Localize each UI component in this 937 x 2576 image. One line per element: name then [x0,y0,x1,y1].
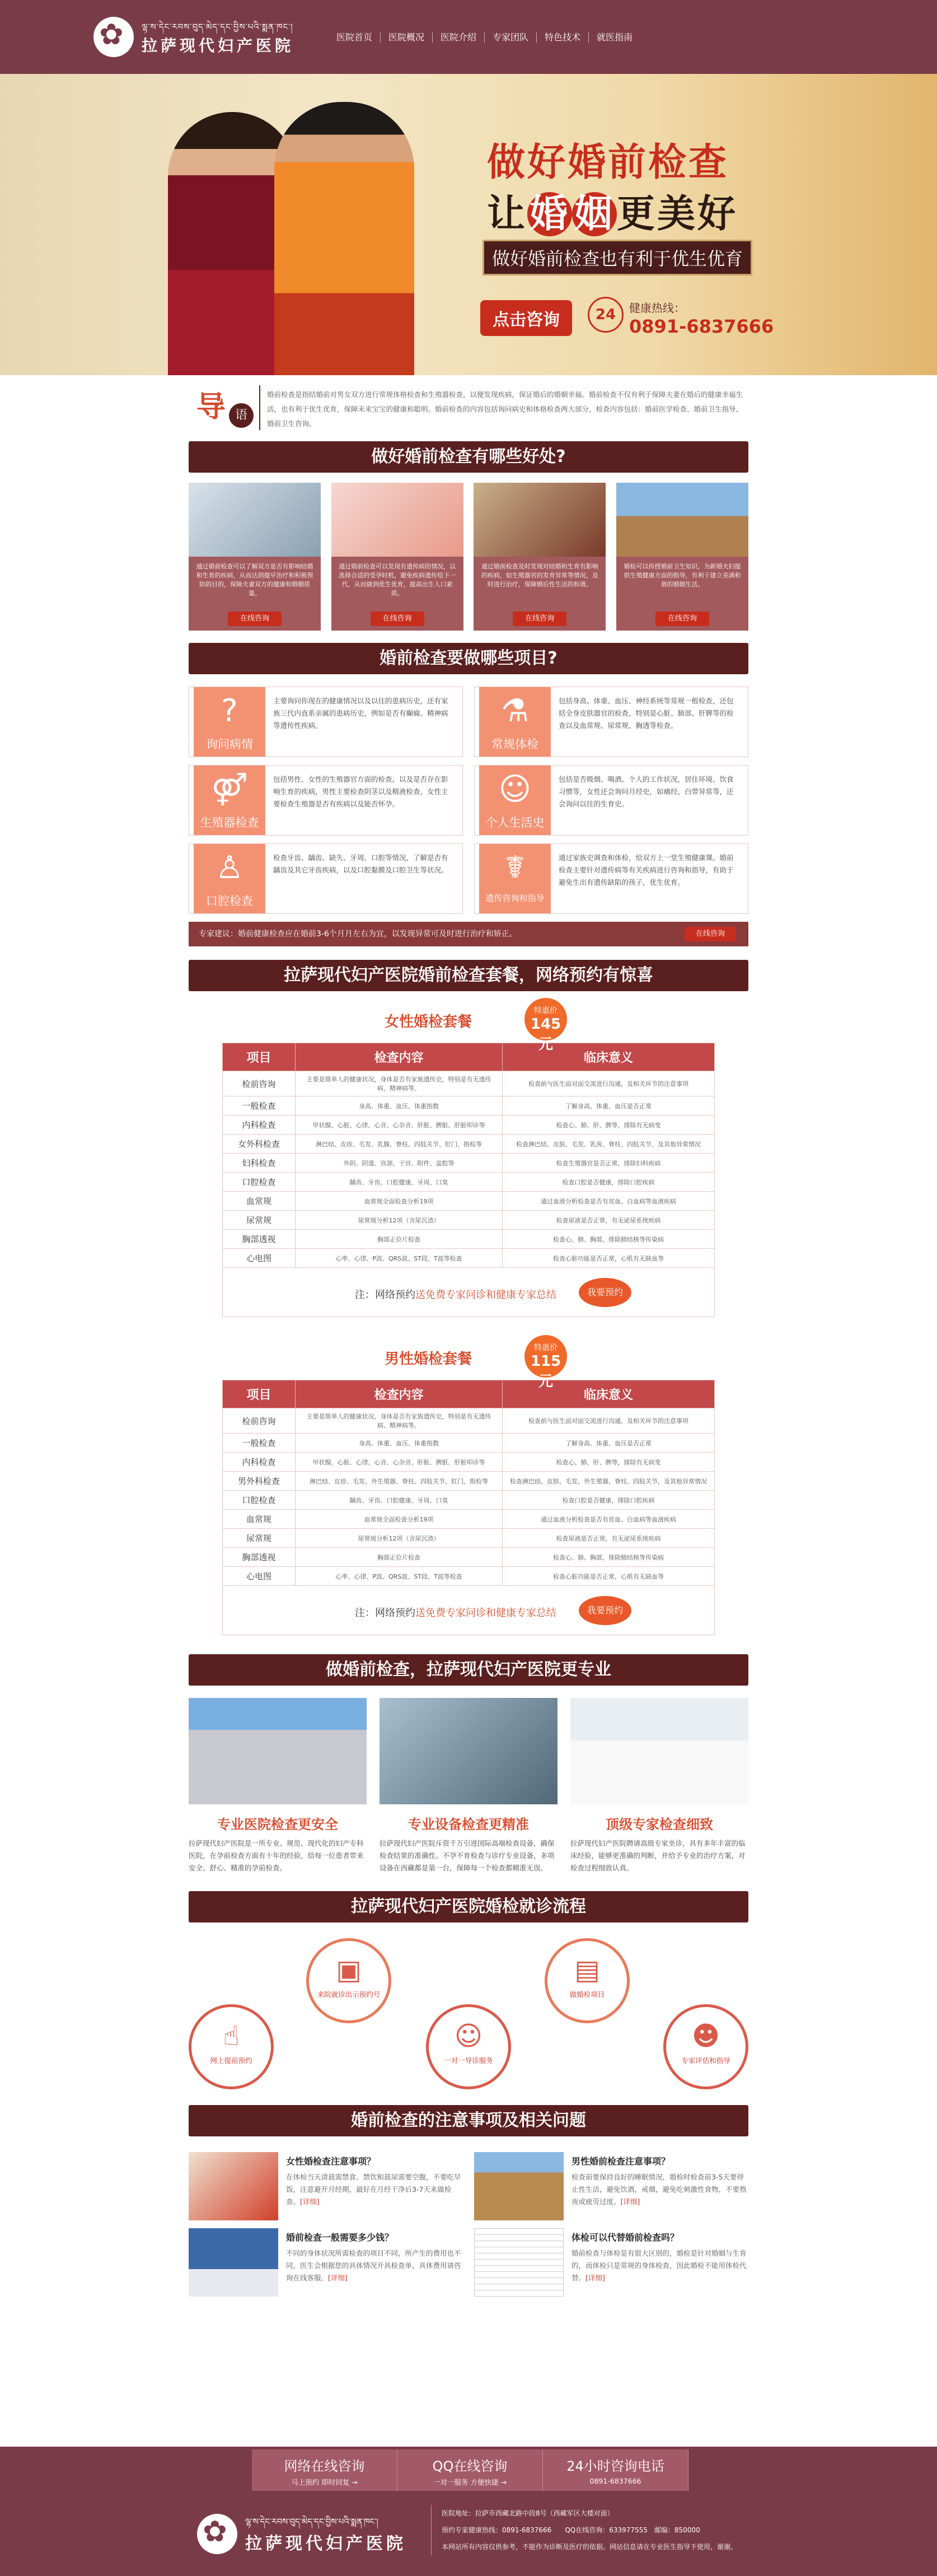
package-row [223,1116,715,1135]
package-item-meaning: 检查心、肺、肝、脾等，排除有无病变 [503,1453,715,1472]
package-item-name: 检前咨询 [223,1408,296,1434]
price-value: 145元 [530,1016,561,1053]
item-label: 生殖器检查 [200,816,259,829]
intro-divider [259,385,260,430]
item-symbol: ⚗ [500,693,530,729]
item-symbol: ♙ [215,850,244,886]
footer-contact: 预约专家健康热线：0891-6837666 QQ在线咨询：633977555 邮编：850000 [442,2526,700,2534]
package-row [223,1211,715,1230]
faq-answer-text: 不同的身体状况所需检查的项目不同，所产生的费用也不同，医生会根据您的具体情况开具检查单，具体费用请咨询在线客服。 [286,2249,461,2282]
flow-title: 拉萨现代妇产医院婚检就诊流程 [189,1891,748,1922]
exam-item [474,843,748,914]
flow-step [189,2004,274,2089]
tooth-icon [194,844,265,913]
benefit-card [474,483,606,631]
nav-item-intro[interactable]: 医院介绍 [433,32,485,43]
package-item-name: 一般检查 [223,1434,296,1453]
benefits-title: 做好婚前检查有哪些好处? [189,441,748,473]
pro-column-text: 拉萨现代妇产医院聘请高级专家坐诊，具有多年丰富的临床经验，能够更准确的判断，并给予专业的治疗方案，对检查过程细致认真。 [570,1839,746,1872]
package-item-name: 男外科检查 [223,1472,296,1491]
faq-item[interactable] [189,2152,463,2220]
package-row [223,1453,715,1472]
package-item-name: 口腔检查 [223,1491,296,1510]
logo-tibetan-text: ལྷ་ས་དེང་རབས་བུད་མེད་དང་བྱིས་པའི་སྨན་ཁང་། [142,22,293,32]
package-item-content: 心率、心律、P波、QRS波、ST段、T波等检查 [296,1567,503,1586]
banner-highlight-2: 姻 [572,192,617,236]
baby-photo [331,483,463,557]
male-price-badge [524,1335,567,1390]
package-item-name: 血常规 [223,1192,296,1211]
package-item-name: 检前咨询 [223,1071,296,1096]
pro-column [380,1698,557,1874]
male-package-table [222,1380,715,1586]
footer-contact-bar [252,2449,688,2491]
female-price-badge [524,998,567,1053]
package-item-content: 淋巴结、皮疹、毛发、乳腺、脊柱、四肢关节、肛门、指检等 [296,1135,503,1154]
package-row [223,1529,715,1548]
item-text: 通过家族史调查和体检，给双方上一堂生殖健康课。婚前检查主要针对遗传病等有关疾病进行咨询和指导，有助于避免生出有遗传缺陷的孩子，优生优育。 [559,853,734,886]
item-label: 询问病情 [206,738,253,751]
package-row [223,1510,715,1529]
flow-step-label: 来院就诊出示预约号 [317,1990,381,1999]
package-item-content: 身高、体重、血压、体重指数 [296,1434,503,1453]
question-icon [194,687,265,757]
col-header-meaning: 临床意义 [503,1380,715,1408]
package-item-meaning: 了解身高、体重、血压是否正常 [503,1096,715,1116]
faq-question[interactable]: 男性婚前检查注意事项？ [571,2156,671,2167]
hospital-building-photo [189,1698,367,1804]
faq-item[interactable] [474,2228,748,2297]
flow-step-label: 一对一导诊服务 [444,2056,493,2065]
male-package-header [222,1328,715,1390]
package-item-meaning: 检查心、肺、肝、脾等，排除有无病变 [503,1116,715,1135]
faq-more-link[interactable]: [详细] [620,2197,640,2206]
faq-more-link[interactable]: [详细] [585,2274,605,2282]
logo-name: 拉萨现代妇产医院 [142,36,294,55]
banner-title-2 [487,184,738,238]
package-item-name: 尿常规 [223,1529,296,1548]
doctor-icon [479,844,551,913]
benefit-text: 通过婚前检查可以了解双方是否有影响结婚和生育的疾病，从而达到提早治疗和积极预防的目的，保障夫妻双方的健康和婚姻质量。 [196,563,313,597]
package-row [223,1154,715,1173]
banner-consult-button[interactable]: 点击咨询 [480,300,572,336]
visit-flow [189,1922,748,2102]
exam-items-grid [189,687,748,914]
reproductive-icon [194,766,265,835]
footer-bar-title: 网络在线咨询 [284,2458,365,2474]
faq-image [189,2228,278,2297]
benefit-card [331,483,463,631]
main-nav [329,32,640,43]
banner-subtitle: 做好婚前检查也有利于优生优育 [482,240,752,276]
footer-bar-sub: 马上预约 即时回复 → [291,2478,358,2486]
note-highlight: 送免费专家问诊和健康专家总结 [415,1607,556,1619]
benefit-consult-button[interactable]: 在线咨询 [371,612,424,626]
clipboard-icon: ▤ [574,1954,600,1986]
package-item-content: 主要是简单人的健康状况，身体是否有家族遗传史，特别是有无遗传病、精神病等。 [296,1071,503,1096]
faq-answer-text: 婚前检查与体检是有很大区别的，婚检是针对婚姻与生育的，而体检只是常规的身体检查，因此婚检不能用体检代替。 [571,2249,747,2282]
package-item-content: 尿常规分析12项（含尿沉渣） [296,1211,503,1230]
nurse-icon: ☺ [454,2020,483,2052]
footer-bar-sub: 0891-6837666 [589,2477,641,2485]
price-label: 特惠价 [534,1343,557,1352]
pro-column-text: 拉萨现代妇产医院是一所专业、规范、现代化的妇产专科医院，在孕前检查方面有十年的经验，给每一位患者带来安全、舒心、精准的孕前检查。 [189,1839,364,1872]
package-row [223,1548,715,1567]
col-header-content: 检查内容 [296,1043,503,1071]
package-item-meaning: 通过血液分析检查是否有贫血、白血病等血液疾病 [503,1192,715,1211]
site-footer [0,2447,937,2576]
package-item-meaning: 检查心脏功能是否正常，心肌有无缺血等 [503,1567,715,1586]
package-item-meaning: 检查心、肺、胸部，排除肺结核等传染病 [503,1230,715,1249]
package-item-name: 心电图 [223,1249,296,1268]
package-item-content: 心率、心律、P波、QRS波、ST段、T波等检查 [296,1249,503,1268]
exam-item [474,687,748,757]
item-label: 个人生活史 [485,816,545,829]
banner-title: 做好婚前检查 [487,141,729,185]
package-row [223,1071,715,1096]
faq-item[interactable] [474,2152,748,2220]
faq-answer [286,2171,463,2208]
nav-item-experts[interactable]: 专家团队 [485,32,537,43]
female-package-note [222,1268,715,1317]
package-item-meaning: 检查口腔是否健康，排除口腔疾病 [503,1491,715,1510]
package-item-content: 身高、体重、血压、体重指数 [296,1096,503,1116]
male-book-button[interactable]: 我要预约 [579,1596,631,1625]
package-row [223,1434,715,1453]
item-text: 包括身高、体重、血压、神经系统等常规一般检查，还包括全身皮肤器官的检查，特别是心脏、肺部、肝脾等的检查以及血常规、尿常规、胸透等检查。 [559,697,734,730]
hero-banner [0,74,937,375]
microscope-icon [479,687,551,757]
price-value: 115元 [530,1353,561,1390]
flow-step [663,2004,748,2089]
benefit-text: 婚检可以传授婚前卫生知识，为新婚夫妇提供生殖健康方面的指导，有利于建立美满和谐的婚姻生活。 [624,563,741,588]
hospital-logo[interactable] [93,15,295,59]
pro-title: 做婚前检查，拉萨现代妇产医院更专业 [189,1654,748,1686]
footer-logo-name: 拉萨现代妇产医院 [245,2534,406,2554]
package-item-content: 主要是简单人的健康状况，身体是否有家族遗传史，特别是有无遗传病、精神病等。 [296,1408,503,1434]
male-package-title: 男性婚检套餐 [385,1351,472,1368]
qq-consult-button[interactable] [397,2449,543,2491]
note-prefix: 注：网络预约 [355,1607,415,1619]
col-header-content: 检查内容 [296,1380,503,1408]
item-text: 包括是否吸烟、喝酒、个人的工作状况，居住环境、饮食习惯等，女性还会询问月经史，如痛经、白带异常等，还会询问以往的生育史。 [559,775,734,808]
package-row [223,1472,715,1491]
package-item-meaning: 检查前与医生面对面交流进行沟通，及相关环节的注意事项 [503,1071,715,1096]
tibetan-couple-image [168,102,414,375]
faq-answer [286,2247,463,2284]
flow-step-label: 网上提前预约 [210,2056,252,2065]
female-package [222,991,715,1317]
footer-bar-title: QQ在线咨询 [432,2458,508,2474]
package-item-content: 龋齿、牙齿、口腔健康、牙周、口臭 [296,1173,503,1192]
item-symbol: ☤ [504,850,526,886]
package-item-name: 心电图 [223,1567,296,1586]
computer-icon: ▣ [336,1954,362,1986]
footer-disclaimer: 本网站所有内容仅供参考，不能作为诊断及医疗的依据。网站信息请在专业医生指导下使用，谢谢。 [442,2543,738,2551]
package-item-meaning: 检查尿液是否正常，有无泌尿系统疾病 [503,1529,715,1548]
exam-item [474,765,748,836]
female-package-table [222,1043,715,1268]
footer-info [431,2505,744,2555]
footer-bar-sub: 一对一服务 方便快捷 → [433,2478,507,2486]
faq-question[interactable]: 体检可以代替婚前检查吗？ [571,2232,680,2243]
intro-heading: 导 [196,390,226,424]
male-package [222,1328,715,1635]
pro-column-title: 专业设备检查更精准 [408,1817,529,1832]
advice-consult-button[interactable]: 在线咨询 [685,927,736,941]
hand-icon: ☝ [223,2020,240,2052]
note-text [355,1605,556,1620]
nav-item-tech[interactable]: 特色技术 [537,32,589,43]
package-item-name: 妇科检查 [223,1154,296,1173]
intro-section [189,383,748,435]
item-symbol: ☺ [498,771,532,808]
pro-column [189,1698,367,1874]
hotline-label: 健康热线： [629,301,685,315]
package-item-content: 胸部正位片检查 [296,1548,503,1567]
site-header [0,0,937,74]
pro-column [570,1698,748,1874]
exam-item [189,687,463,757]
package-item-meaning: 检查淋巴结、皮肤、毛发、外生殖器、脊柱、四肢关节，及其他异常情况 [503,1472,715,1491]
package-item-name: 内科检查 [223,1453,296,1472]
benefit-text: 通过婚前检查及时发现对结婚和生育有影响的疾病，如生殖器官的发育异常等情况，及时进行治疗，保障婚后性生活的和谐。 [481,563,598,588]
faq-more-link[interactable]: [详细] [300,2197,320,2206]
package-item-meaning: 检查生殖器官是否正常，排除妇科疾病 [503,1154,715,1173]
package-row [223,1249,715,1268]
item-label: 遗传咨询和指导 [485,893,545,903]
faq-answer [571,2247,748,2284]
benefit-card [616,483,748,631]
package-item-name: 血常规 [223,1510,296,1529]
pro-column-title: 顶级专家检查细致 [606,1817,713,1832]
package-item-content: 甲状腺、心脏、心律、心音、心杂音、肝脏、脾脏、肝脏叩诊等 [296,1116,503,1135]
package-row [223,1096,715,1116]
couple-photo [474,483,606,557]
package-row [223,1491,715,1510]
package-item-name: 内科检查 [223,1116,296,1135]
banner-title-2-post: 更美好 [617,192,738,236]
flow-step-label: 专家评估和指导 [681,2056,730,2065]
item-label: 口腔检查 [206,894,253,908]
faq-image [189,2152,278,2220]
package-item-content: 甲状腺、心脏、心律、心音、心杂音、肝脏、脾脏、肝脏叩诊等 [296,1453,503,1472]
exam-item [189,843,463,914]
pro-column-text: 拉萨现代妇产医院斥资千万引进国际高端检查设备，确保检查结果的准确性。不孕不育检查与诊疗专业设备，多项设备在西藏都是第一台，保障每一个检查都精准无误。 [380,1839,555,1872]
col-header-meaning: 临床意义 [503,1043,715,1071]
package-row [223,1408,715,1434]
benefits-cards [189,483,748,631]
package-item-meaning: 通过血液分析检查是否有贫血、白血病等血液疾病 [503,1510,715,1529]
note-highlight: 送免费专家问诊和健康专家总结 [415,1289,556,1301]
package-item-meaning: 检查心、肺、胸部，排除肺结核等传染病 [503,1548,715,1567]
package-item-content: 胸部正位片检查 [296,1230,503,1249]
faq-image [474,2152,564,2220]
female-package-title: 女性婚检套餐 [385,1014,472,1030]
flow-step [306,1938,391,2023]
equipment-photo [380,1698,557,1804]
price-label: 特惠价 [534,1006,557,1015]
package-row [223,1567,715,1586]
footer-logo [197,2509,410,2560]
groom-figure [274,102,414,375]
faq-title: 婚前检查的注意事项及相关问题 [189,2105,748,2136]
expert-icon: ☻ [691,2020,720,2052]
package-item-name: 口腔检查 [223,1173,296,1192]
faq-more-link[interactable]: [详细] [328,2274,348,2282]
package-item-name: 一般检查 [223,1096,296,1116]
consultation-photo [189,483,321,557]
flow-step [545,1938,630,2023]
benefit-card [189,483,321,631]
faq-answer [571,2171,748,2208]
benefit-consult-button[interactable]: 在线咨询 [513,612,566,626]
intro-badge: 语 [229,403,254,428]
package-item-content: 血常规全面检查分析19项 [296,1510,503,1529]
package-row [223,1135,715,1154]
expert-team-photo [570,1698,748,1804]
benefit-text: 通过婚前检查可以发现有遗传病的情况，以选择合适的受孕时机，避免疾病遗传给下一代，从而做到优生优育，提高出生人口素质。 [339,563,456,597]
note-text [355,1287,556,1301]
nav-item-overview[interactable]: 医院概况 [381,32,433,43]
package-item-name: 女外科检查 [223,1135,296,1154]
footer-bar-title: 24小时咨询电话 [566,2458,664,2474]
landscape-photo [616,483,748,557]
package-item-content: 尿常规分析12项（含尿沉渣） [296,1529,503,1548]
flow-step [426,2004,511,2089]
footer-tibetan-text: ལྷ་ས་དེང་རབས་བུད་མེད་དང་བྱིས་པའི་སྨན་ཁང་། [245,2517,378,2527]
24-hour-icon: 24 [588,297,624,333]
package-item-meaning: 检查尿液是否正常，有无泌尿系统疾病 [503,1211,715,1230]
faq-answer-text: 在体检当天清晨需禁食、禁饮和晨尿需要空腹，不要吃早饭，注意避开月经期，最好在月经干净后3-7天来做检查。 [286,2173,461,2206]
package-item-meaning: 检查心脏功能是否正常，心肌有无缺血等 [503,1249,715,1268]
item-symbol: ? [221,693,238,729]
package-row [223,1192,715,1211]
expert-advice-bar [189,922,748,946]
package-item-meaning: 检查口腔是否健康，排除口腔疾病 [503,1173,715,1192]
nav-item-home[interactable]: 医院首页 [329,32,381,43]
faq-image [474,2228,564,2297]
package-item-content: 外阴、阴道、宫颈、子宫、附件、盆腔等 [296,1154,503,1173]
faq-grid [189,2152,748,2297]
exam-item [189,765,463,836]
intro-text: 婚前检查是指结婚前对男女双方进行常规体格检查和生殖器检查，以便发现疾病，保证婚后的婚姻幸福。婚前检查不仅有利于保障夫妻在婚后的健康幸福生活，也有利于优生优育，保障未来宝宝的健康和聪明。婚前检查的内容包括询问病史和体格检查两大部分，检查内容包括：婚前医学检查、婚前卫生指导、婚前卫生咨询。 [267,390,743,428]
item-text: 主要询问你现在的健康情况以及以往的患病历史，还有家族三代内直系亲属的患病历史，例如是否有癫痫、精神病等遗传性疾病。 [273,697,448,730]
packages-title: 拉萨现代妇产医院婚前检查套餐，网络预约有惊喜 [189,960,748,991]
advice-text: 专家建议：婚前健康检查应在婚前3-6个月月左右为宜，以发现异常可及时进行治疗和矫正。 [199,930,517,939]
female-package-header [222,991,715,1053]
faq-question[interactable]: 婚前检查一般需要多少钱？ [286,2232,394,2243]
nav-item-guide[interactable]: 就医指南 [597,32,633,43]
package-item-meaning: 检查淋巴结、皮肤、毛发、乳房、脊柱、四肢关节，及其他异常情况 [503,1135,715,1154]
package-item-meaning: 检查前与医生面对面交流进行沟通，及相关环节的注意事项 [503,1408,715,1434]
package-item-content: 淋巴结、皮疹、毛发、外生殖器、脊柱、四肢关节、肛门、指检等 [296,1472,503,1491]
female-book-button[interactable]: 我要预约 [579,1278,631,1307]
male-package-note [222,1586,715,1635]
logo-flower-icon [93,17,134,57]
faq-answer-text: 检查前要保持良好的睡眠情况，婚检时检查前3-5天要停止性生活，避免饮酒，戒烟，避免吃刺激性食物，不要熬夜或疲劳过度。 [571,2173,747,2206]
item-label: 常规体检 [491,738,538,751]
items-title: 婚前检查要做哪些项目? [189,643,748,674]
faq-question[interactable]: 女性婚检查注意事项？ [286,2156,376,2167]
package-item-name: 胸部透视 [223,1548,296,1567]
hotline-number: 0891-6837666 [629,316,774,337]
note-prefix: 注：网络预约 [355,1289,415,1301]
online-consult-button[interactable] [252,2449,397,2491]
flow-step-label: 做婚检项目 [569,1990,605,1999]
package-item-name: 尿常规 [223,1211,296,1230]
footer-flower-icon [197,2514,237,2554]
banner-title-2-pre: 让 [487,192,528,236]
col-header-item: 项目 [223,1043,296,1071]
pro-column-title: 专业医院检查更安全 [217,1817,338,1832]
package-item-content: 龋齿、牙齿、口腔健康、牙周、口臭 [296,1491,503,1510]
person-icon [479,766,551,835]
item-text: 包括男性、女性的生殖器官方面的检查，以及是否存在影响生育的疾病，男性主要检查阴茎以及精液检查，女性主要检查生殖器是否有疾病以及能否怀孕。 [273,775,448,808]
benefit-consult-button[interactable]: 在线咨询 [655,612,709,626]
pro-columns [189,1698,748,1874]
package-item-name: 胸部透视 [223,1230,296,1249]
footer-address: 医院地址：拉萨市西藏北路中段8号（西藏军区大楼对面） [442,2509,614,2517]
package-item-content: 血常规全面检查分析19项 [296,1192,503,1211]
faq-item[interactable] [189,2228,463,2297]
package-item-meaning: 了解身高、体重、血压是否正常 [503,1434,715,1453]
item-symbol: ⚤ [211,771,248,808]
item-text: 检查牙齿、龋齿、缺失、牙周、口腔等情况，了解是否有龋齿及其它牙齿疾病，以及口腔黏膜及口腔卫生等状况。 [273,853,448,874]
benefit-consult-button[interactable]: 在线咨询 [228,612,282,626]
col-header-item: 项目 [223,1380,296,1408]
package-row [223,1230,715,1249]
banner-highlight-1: 婚 [527,192,572,236]
package-row [223,1173,715,1192]
phone-consult-button[interactable] [543,2449,688,2491]
